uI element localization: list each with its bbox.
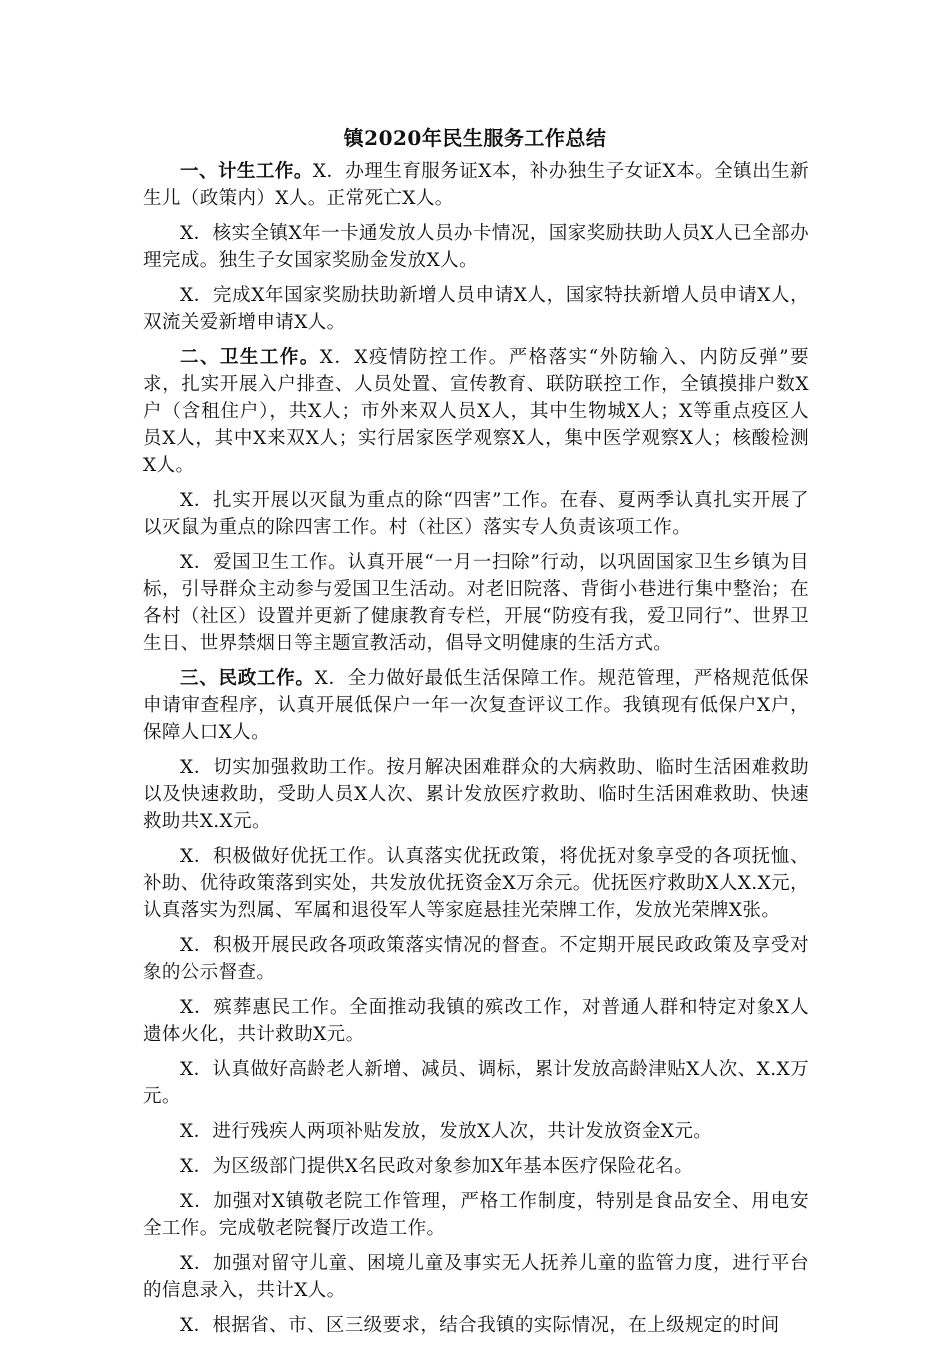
paragraph-text: X．积极做好优抚工作。认真落实优抚政策，将优抚对象享受的各项抚恤、补助、优待政策落到实处，共发放优抚资金X万余元。优抚医疗救助X人X.X元，认真落实为烈属、军属和退役军人等家庭悬挂光荣牌工作，发放光荣牌X张。 [143,846,809,921]
section-heading-family-planning: 一、计生工作。 [180,161,313,182]
paragraph-text: X．根据省、市、区三级要求，结合我镇的实际情况，在上级规定的时间 [180,1315,780,1336]
paragraph-text: X．X疫情防控工作。严格落实“外防输入、内防反弹”要求，扎实开展入户排查、人员处置、宣传教育、联防联控工作，全镇摸排户数X户（含租住户），共X人；市外来双人员X人，其中生物城X人；X等重点疫区人员X人，其中X来双X人；实行居家医学观察X人，集中医学观察X人；核酸检测X人。 [143,347,809,476]
paragraph-4 [143,344,809,479]
paragraph-text: X．加强对留守儿童、困境儿童及事实无人抚养儿童的监管力度，进行平台的信息录入，共计X人。 [143,1253,809,1301]
paragraph-7 [143,665,809,746]
paragraph-12 [143,1056,809,1110]
paragraph-text: X．全力做好最低生活保障工作。规范管理，严格规范低保申请审查程序，认真开展低保户一年一次复查评议工作。我镇现有低保户X户，保障人口X人。 [143,668,809,743]
paragraph-17 [143,1312,809,1339]
paragraph-6 [143,549,809,657]
paragraph-5 [143,487,809,541]
paragraph-13 [143,1118,809,1145]
paragraph-text: X．核实全镇X年一卡通发放人员办卡情况，国家奖励扶助人员X人已全部办理完成。独生子女国家奖励金发放X人。 [143,223,809,271]
paragraph-text: X．加强对X镇敬老院工作管理，严格工作制度，特别是食品安全、用电安全工作。完成敬老院餐厅改造工作。 [143,1191,809,1239]
paragraph-3 [143,282,809,336]
section-heading-health: 二、卫生工作。 [180,347,320,368]
paragraph-9 [143,843,809,924]
paragraph-text: X．认真做好高龄老人新增、减员、调标，累计发放高龄津贴X人次、X.X万元。 [143,1059,809,1107]
document-title: 镇2020年民生服务工作总结 [343,126,607,150]
paragraph-8 [143,754,809,835]
paragraph-text: X．殡葬惠民工作。全面推动我镇的殡改工作，对普通人群和特定对象X人遗体火化，共计救助X元。 [143,997,809,1045]
paragraph-text: X．积极开展民政各项政策落实情况的督查。不定期开展民政政策及享受对象的公示督查。 [143,935,809,983]
paragraph-2 [143,220,809,274]
paragraph-14 [143,1153,809,1180]
paragraph-15 [143,1188,809,1242]
paragraph-1 [143,158,809,212]
paragraph-11 [143,994,809,1048]
section-heading-civil-affairs: 三、民政工作。 [180,668,315,689]
paragraph-text: X．爱国卫生工作。认真开展“一月一扫除”行动，以巩固国家卫生乡镇为目标，引导群众主动参与爱国卫生活动。对老旧院落、背街小巷进行集中整治；在各村（社区）设置并更新了健康教育专栏，开展“防疫有我，爱卫同行”、世界卫生日、世界禁烟日等主题宣教活动，倡导文明健康的生活方式。 [143,552,809,654]
paragraph-text: X．扎实开展以灭鼠为重点的除“四害”工作。在春、夏两季认真扎实开展了以灭鼠为重点的除四害工作。村（社区）落实专人负责该项工作。 [143,490,809,538]
paragraph-text: X．切实加强救助工作。按月解决困难群众的大病救助、临时生活困难救助以及快速救助，受助人员X人次、累计发放医疗救助、临时生活困难救助、快速救助共X.X元。 [143,757,809,832]
paragraph-10 [143,932,809,986]
paragraph-text: X．进行残疾人两项补贴发放，发放X人次，共计发放资金X元。 [180,1121,713,1142]
paragraph-text: X．为区级部门提供X名民政对象参加X年基本医疗保险花名。 [180,1156,694,1177]
paragraph-text: X．办理生育服务证X本，补办独生子女证X本。全镇出生新生儿（政策内）X人。正常死亡X人。 [143,161,809,209]
document-body [143,158,809,1347]
paragraph-16 [143,1250,809,1304]
paragraph-text: X．完成X年国家奖励扶助新增人员申请X人，国家特扶新增人员申请X人，双流关爱新增申请X人。 [143,285,809,333]
